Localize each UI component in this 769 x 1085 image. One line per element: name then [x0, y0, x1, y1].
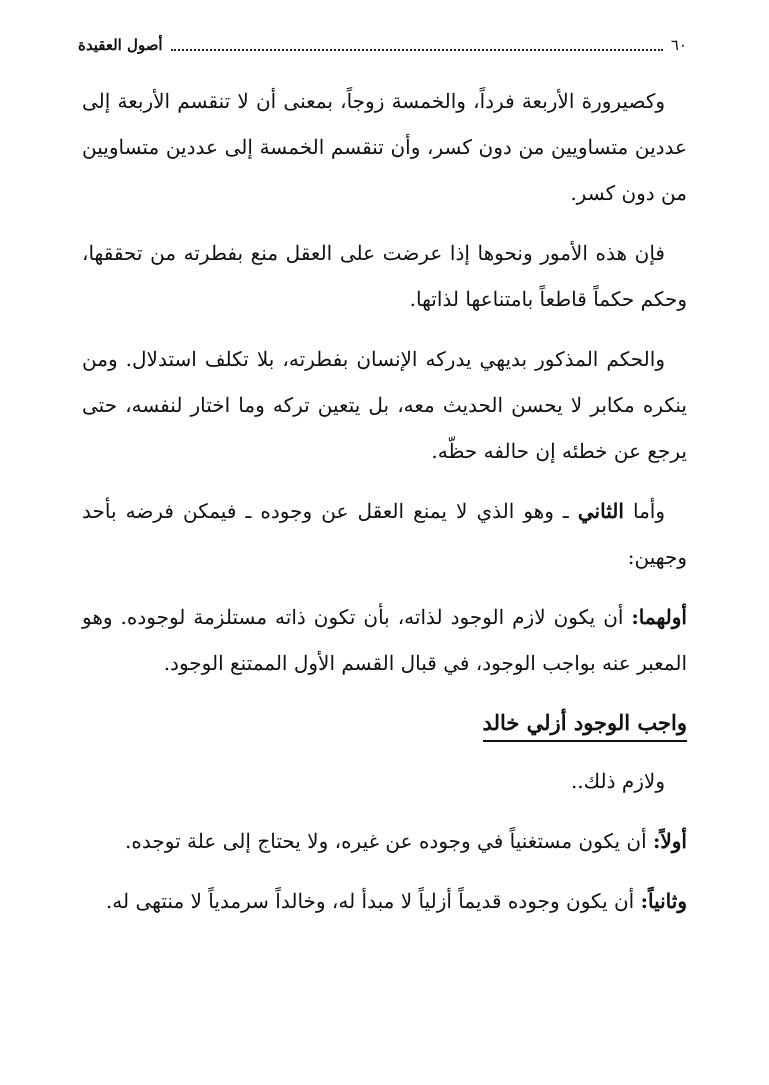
paragraph-text: وكصيرورة الأربعة فرداً، والخمسة زوجاً، بمعنى أن لا تنقسم الأربعة إلى عددين متساويين من دون كسر، وأن تنقسم الخمسة إلى عددين متساويين من دون كسر. — [82, 89, 687, 205]
paragraph-bold-term: وثانياً: — [640, 889, 687, 913]
running-header — [78, 34, 687, 56]
section-heading-wrap — [82, 700, 687, 758]
paragraph-text: أن يكون مستغنياً في وجوده عن غيره، ولا يحتاج إلى علة توجده. — [125, 829, 647, 853]
page-number: ٦٠ — [670, 36, 687, 54]
paragraph-bold-term: أولاً: — [652, 829, 687, 853]
paragraph-8 — [82, 878, 687, 924]
paragraph-2 — [82, 230, 687, 322]
paragraph-text: أن يكون لازم الوجود لذاته، بأن تكون ذاته مستلزمة لوجوده. وهو المعبر عنه بواجب الوجود، في قبال القسم الأول الممتنع الوجود. — [82, 605, 687, 675]
paragraph-text: فإن هذه الأمور ونحوها إذا عرضت على العقل منع بفطرته من تحققها، وحكم حكماً قاطعاً بامتناعها لذاتها. — [82, 241, 687, 311]
paragraph-text: ولازم ذلك.. — [570, 769, 665, 793]
paragraph-prefix: وأما — [632, 499, 665, 523]
paragraph-bold-term: أولهما: — [631, 605, 687, 629]
paragraph-text: ـ وهو الذي لا يمنع العقل عن وجوده ـ فيمكن فرضه بأحد وجهين: — [82, 499, 687, 569]
paragraph-6 — [82, 758, 687, 804]
paragraph-5 — [82, 594, 687, 686]
section-heading: واجب الوجود أزلي خالد — [483, 706, 687, 742]
page-body — [82, 78, 687, 938]
book-title: أصول العقيدة — [78, 36, 163, 54]
paragraph-7 — [82, 818, 687, 864]
paragraph-1 — [82, 78, 687, 216]
paragraph-3 — [82, 336, 687, 474]
paragraph-bold-term: الثاني — [577, 499, 624, 523]
paragraph-4 — [82, 488, 687, 580]
header-leader-dots — [171, 39, 663, 51]
paragraph-text: أن يكون وجوده قديماً أزلياً لا مبدأ له، وخالداً سرمدياً لا منتهى له. — [105, 889, 635, 913]
paragraph-text: والحكم المذكور بديهي يدركه الإنسان بفطرته، بلا تكلف استدلال. ومن ينكره مكابر لا يحسن الحديث معه، بل يتعين تركه وما اختار لنفسه، حتى يرجع عن خطئه إن حالفه حظّه. — [82, 347, 687, 463]
